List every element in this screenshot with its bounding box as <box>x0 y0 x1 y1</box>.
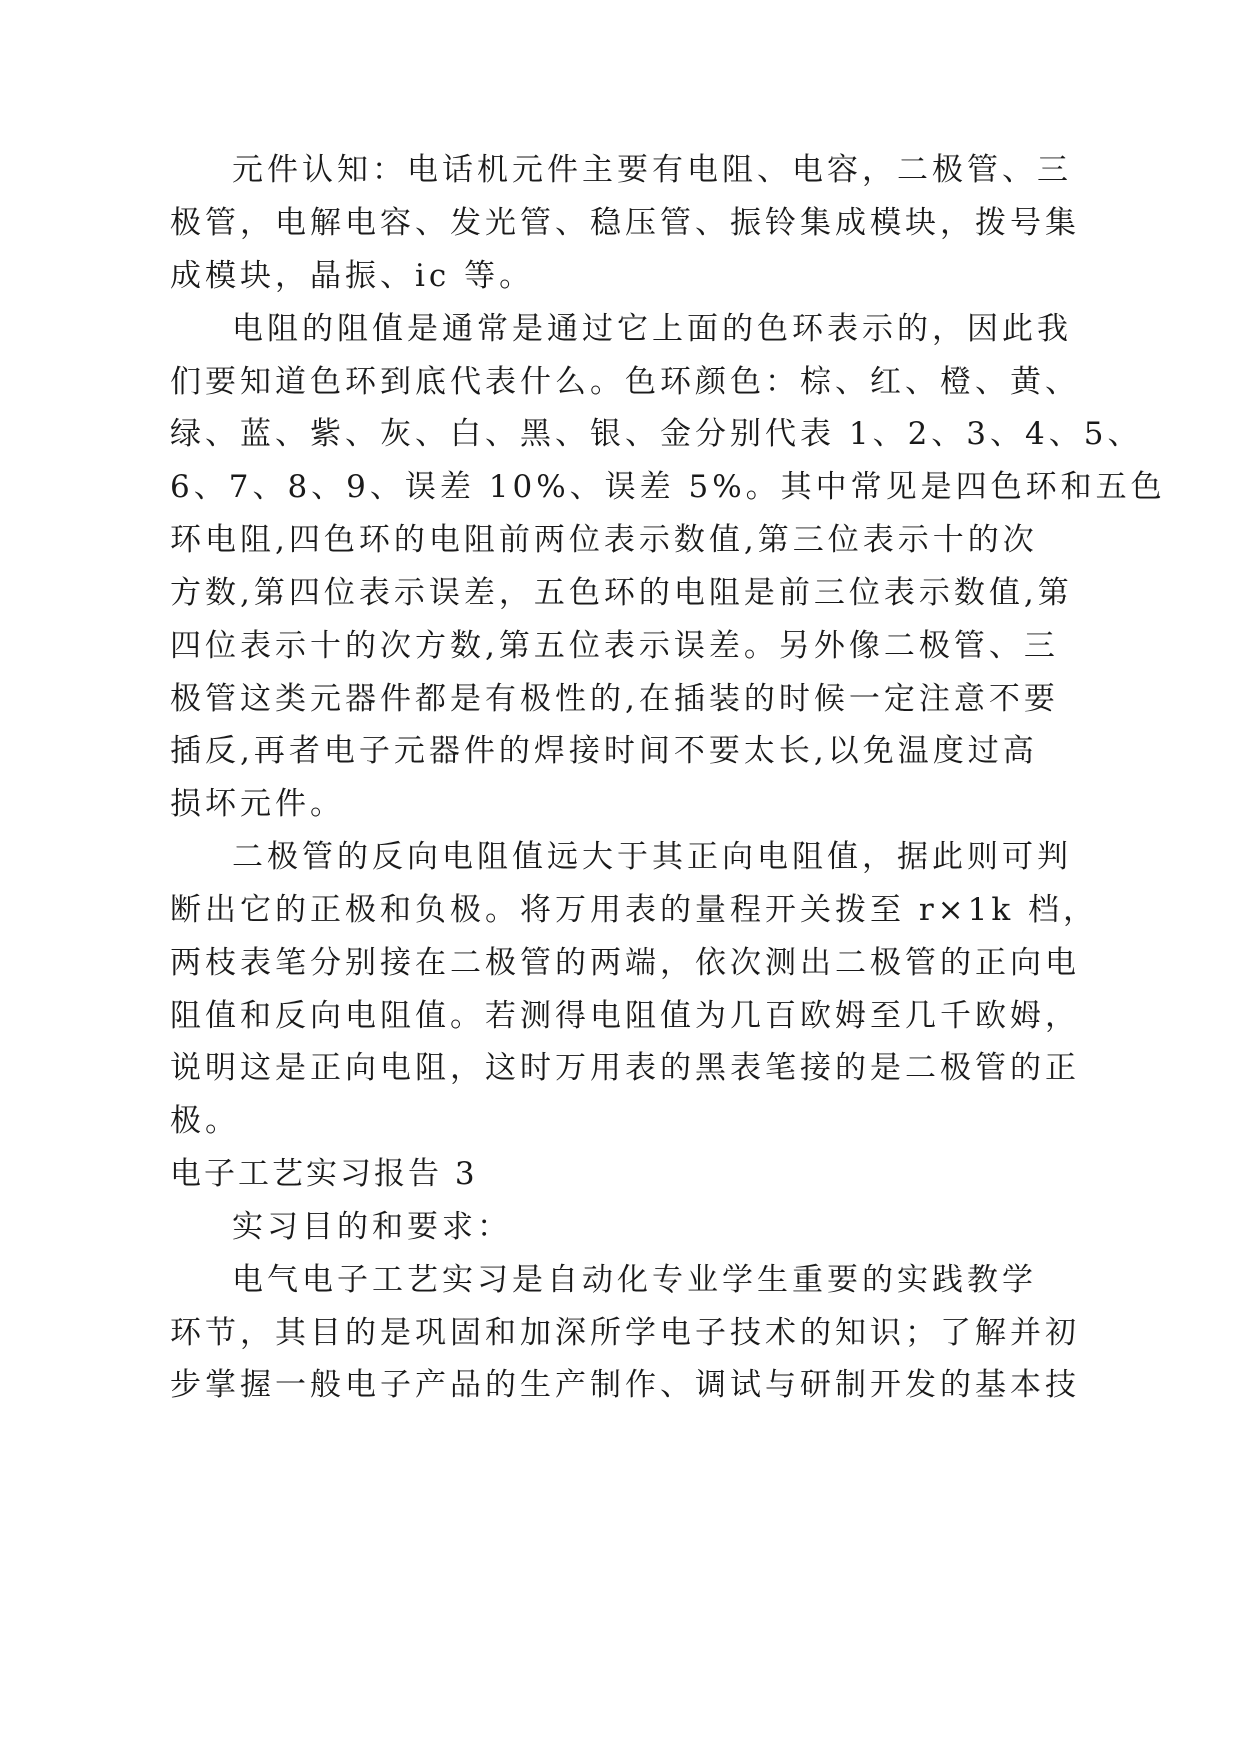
text-line: 断出它的正极和负极。将万用表的量程开关拨至 r×1k 档， <box>170 892 1099 928</box>
section-heading: 电子工艺实习报告 3 <box>170 1156 478 1192</box>
text-line: 电阻的阻值是通常是通过它上面的色环表示的，因此我 <box>232 311 1072 347</box>
text-line: 们要知道色环到底代表什么。色环颜色：棕、红、橙、黄、 <box>170 364 1080 400</box>
text-line: 方数,第四位表示误差，五色环的电阻是前三位表示数值,第 <box>170 575 1073 611</box>
text-line: 元件认知：电话机元件主要有电阻、电容，二极管、三 <box>232 152 1072 188</box>
text-line: 极管，电解电容、发光管、稳压管、振铃集成模块，拨号集 <box>170 205 1080 241</box>
text-line: 插反,再者电子元器件的焊接时间不要太长,以免温度过高 <box>170 733 1038 769</box>
text-line: 说明这是正向电阻，这时万用表的黑表笔接的是二极管的正 <box>170 1050 1080 1086</box>
text-line: 实习目的和要求： <box>232 1209 512 1245</box>
text-line: 环电阻,四色环的电阻前两位表示数值,第三位表示十的次 <box>170 522 1038 558</box>
text-line: 二极管的反向电阻值远大于其正向电阻值，据此则可判 <box>232 839 1072 875</box>
text-line: 成模块，晶振、ic 等。 <box>170 258 535 294</box>
text-line: 阻值和反向电阻值。若测得电阻值为几百欧姆至几千欧姆， <box>170 998 1080 1034</box>
text-line: 四位表示十的次方数,第五位表示误差。另外像二极管、三 <box>170 628 1059 664</box>
text-line: 极管这类元器件都是有极性的,在插装的时候一定注意不要 <box>170 681 1059 717</box>
text-line: 两枝表笔分别接在二极管的两端，依次测出二极管的正向电 <box>170 945 1080 981</box>
text-line: 环节，其目的是巩固和加深所学电子技术的知识；了解并初 <box>170 1315 1080 1351</box>
text-line: 损坏元件。 <box>170 786 345 822</box>
text-line: 6、7、8、9、误差 10%、误差 5%。其中常见是四色环和五色 <box>170 469 1166 505</box>
text-line: 绿、蓝、紫、灰、白、黑、银、金分别代表 1、2、3、4、5、 <box>170 416 1143 452</box>
text-line: 极。 <box>170 1103 240 1139</box>
text-line: 步掌握一般电子产品的生产制作、调试与研制开发的基本技 <box>170 1367 1080 1403</box>
text-line: 电气电子工艺实习是自动化专业学生重要的实践教学 <box>232 1262 1037 1298</box>
